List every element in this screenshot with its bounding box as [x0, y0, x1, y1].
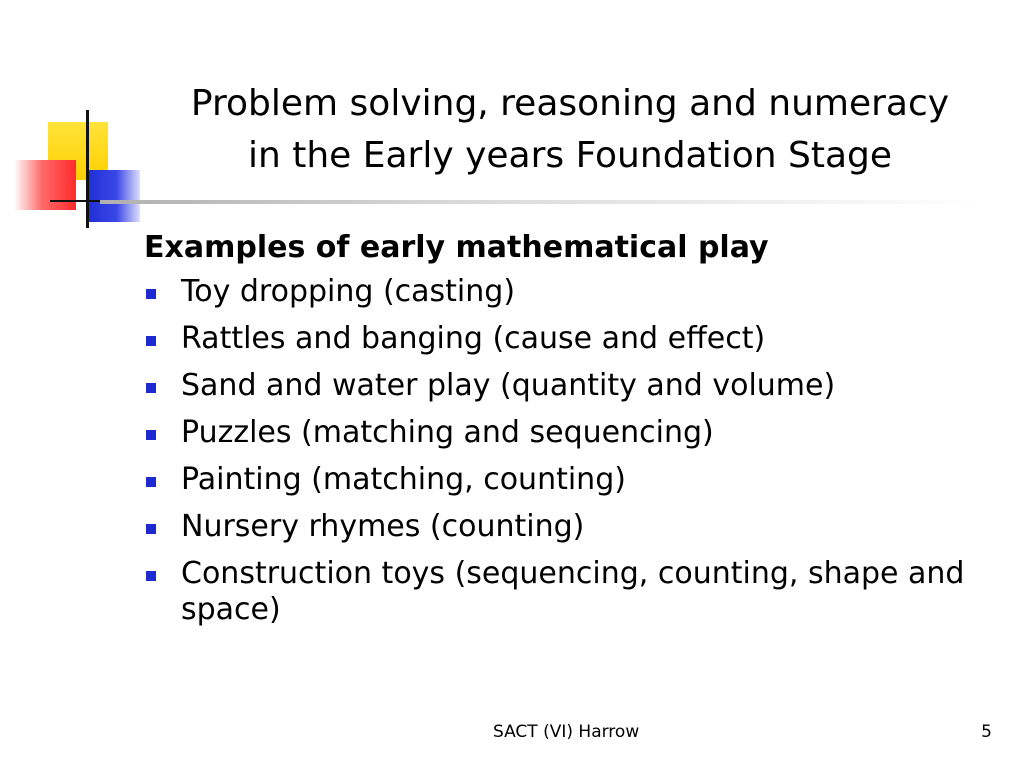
square-bullet-icon [146, 524, 156, 534]
bullet-list [144, 274, 1004, 628]
square-bullet-icon [146, 430, 156, 440]
square-bullet-icon [146, 289, 156, 299]
logo-blue-square [88, 170, 140, 222]
footer-label: SACT (VI) Harrow [493, 722, 640, 742]
list-item-text: Toy dropping (casting) [181, 274, 516, 309]
slide-title [140, 78, 1000, 182]
page-number: 5 [981, 722, 992, 742]
square-bullet-icon [146, 383, 156, 393]
list-item-text: Rattles and banging (cause and effect) [181, 321, 766, 356]
colored-squares-logo-icon [0, 0, 150, 240]
logo-red-square [14, 160, 76, 210]
title-line-1: Problem solving, reasoning and numeracy [190, 83, 950, 124]
list-item [144, 556, 1004, 628]
list-item [144, 368, 1004, 404]
slide-body [144, 226, 1004, 639]
slide-footer [0, 722, 1024, 750]
list-item [144, 274, 1004, 310]
list-item-text: Sand and water play (quantity and volume) [181, 368, 836, 403]
list-item-text: Puzzles (matching and sequencing) [181, 415, 714, 450]
title-divider [100, 200, 980, 204]
list-item [144, 509, 1004, 545]
title-line-2: in the Early years Foundation Stage [247, 135, 893, 176]
list-item [144, 321, 1004, 357]
square-bullet-icon [146, 336, 156, 346]
body-subheading: Examples of early mathematical play [144, 230, 769, 265]
logo-vertical-line [86, 110, 89, 228]
square-bullet-icon [146, 571, 156, 581]
list-item-text: Nursery rhymes (counting) [181, 509, 585, 544]
square-bullet-icon [146, 477, 156, 487]
list-item-text: Painting (matching, counting) [181, 462, 626, 497]
list-item [144, 462, 1004, 498]
list-item-text: Construction toys (sequencing, counting, shape and space) [181, 556, 965, 627]
list-item [144, 415, 1004, 451]
